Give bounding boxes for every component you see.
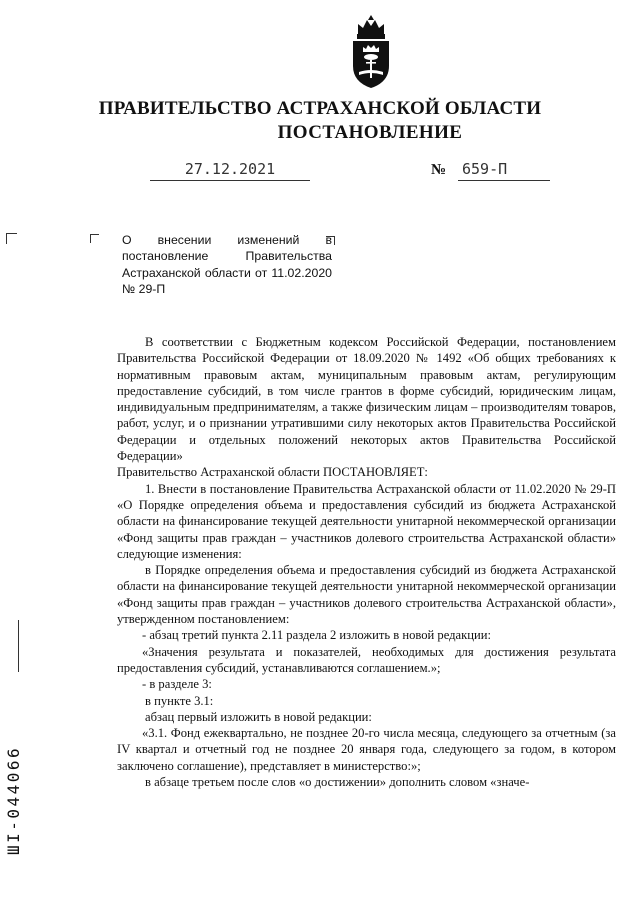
- body-paragraph: 1. Внести в постановление Правительства Астраханской области от 11.02.2020 № 29-П «О Порядке определения объема и предоставления субсидий из бюджета Астраханской области на финансирование текущей деятельности унитарной некоммерческой организации «Фонд защиты прав граждан – участников долевого строительства Астраханской области» следующие изменения:: [117, 481, 616, 561]
- margin-rule: [18, 620, 19, 672]
- body-paragraph: абзац первый изложить в новой редакции:: [145, 709, 372, 724]
- subject-corner-left: [90, 234, 99, 243]
- document-date: 27.12.2021: [184, 160, 276, 178]
- number-sign: №: [431, 162, 447, 178]
- body-paragraph: в абзаце третьем после слов «о достижении» дополнить словом «значе-: [145, 775, 530, 790]
- body-paragraph: - в разделе 3:: [142, 677, 212, 692]
- government-title: ПРАВИТЕЛЬСТВО АСТРАХАНСКОЙ ОБЛАСТИ: [98, 98, 542, 119]
- document-body: [117, 334, 616, 790]
- document-type: ПОСТАНОВЛЕНИЕ: [277, 122, 463, 143]
- body-paragraph: - абзац третий пункта 2.11 раздела 2 изложить в новой редакции:: [142, 628, 491, 643]
- body-paragraph: в Порядке определения объема и предоставления субсидий из бюджета Астраханской области на финансирование текущей деятельности унитарной некоммерческой организации «Фонд защиты прав граждан – участников долевого строительства Астраханской области», утвержденном постановлением:: [117, 563, 616, 627]
- body-paragraph: «Значения результата и показателей, необходимых для достижения результата предоставления субсидий, устанавливаются соглашением.»;: [117, 644, 616, 675]
- body-paragraph: «3.1. Фонд ежеквартально, не позднее 20-го числа месяца, следующего за отчетным (за IV квартал и отчетный год не позднее 20 января года, следующего за годом, в котором заключено соглашение), представляет в министерство:»;: [117, 726, 616, 773]
- body-paragraph: в пункте 3.1:: [145, 693, 214, 708]
- number-underline: [458, 180, 550, 181]
- coat-of-arms-icon: [349, 14, 393, 90]
- left-corner-mark: [6, 233, 17, 244]
- document-number: 659-П: [462, 160, 508, 178]
- date-underline: [150, 180, 310, 181]
- body-paragraph: Правительство Астраханской области ПОСТАНОВЛЯЕТ:: [117, 465, 428, 480]
- form-serial-number: ШI-044066: [4, 745, 23, 856]
- body-paragraph: В соответствии с Бюджетным кодексом Российской Федерации, постановлением Правительства Российской Федерации от 18.09.2020 № 1492 «Об общих требованиях к нормативным правовым актам, муниципальным правовым актам, регулирующим предоставление субсидий, в том числе грантов в форме субсидий, юридическим лицам, индивидуальным предпринимателям, а также физическим лицам – производителям товаров, работ, услуг, и о признании утратившими силу некоторых актов Правительства Российской Федерации и отдельных положений некоторых актов Правительства Российской Федерации»: [117, 335, 616, 464]
- document-subject: О внесении изменений в постановление Правительства Астраханской области от 11.02.2020 № 29-П: [122, 233, 332, 297]
